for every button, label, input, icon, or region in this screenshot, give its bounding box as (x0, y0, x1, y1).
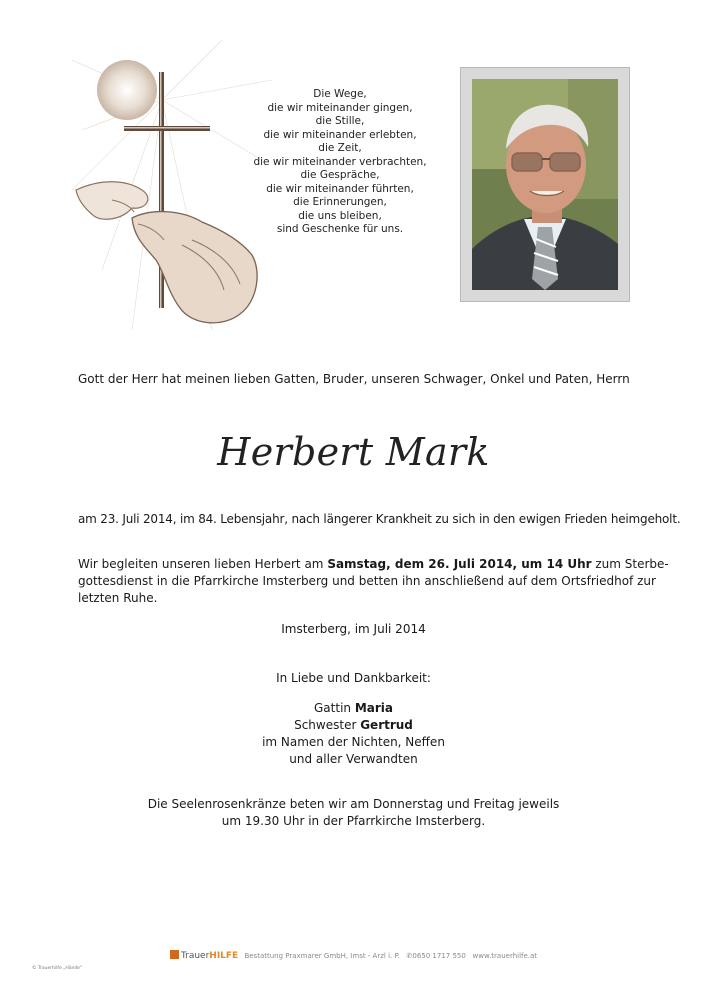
death-notice: am 23. Juli 2014, im 84. Lebensjahr, nach längerer Krankheit zu sich in den ewigen Frieden heimgeholt. (78, 512, 681, 526)
footer (0, 950, 707, 961)
mourner-line: im Namen der Nichten, Neffen (262, 735, 445, 749)
poem-line: die Gespräche, (300, 169, 380, 181)
funeral-text: zum Sterbe- (591, 557, 669, 571)
gratitude-line: In Liebe und Dankbarkeit: (276, 671, 431, 685)
intro-text: Gott der Herr hat meinen lieben Gatten, Bruder, unseren Schwager, Onkel und Paten, Herrn (78, 372, 630, 386)
company-name: Bestattung Praxmarer GmbH, Imst - Arzl i. P. (244, 952, 400, 960)
rosary-notice (0, 796, 707, 830)
poem-line: die Stille, (315, 115, 365, 127)
funeral-paragraph (78, 556, 669, 607)
brand-name-accent: HILFE (209, 951, 239, 961)
poem-line: die wir miteinander führten, (266, 182, 414, 195)
mourner-name: Gertrud (360, 718, 413, 732)
rosary-line: um 19.30 Uhr in der Pfarrkirche Imsterberg. (221, 814, 486, 828)
brand-name: Trauer (180, 951, 210, 961)
brand-logo-icon (170, 950, 179, 959)
portrait-frame (460, 67, 630, 302)
phone-icon: ✆ (406, 952, 413, 960)
mourners-list (0, 700, 707, 768)
phone-number: 0650 1717 550 (412, 952, 466, 960)
funeral-text: Wir begleiten unseren lieben Herbert am (78, 557, 328, 571)
funeral-date: Samstag, dem 26. Juli 2014, um 14 Uhr (327, 557, 592, 571)
poem-line: Die Wege, (313, 88, 367, 100)
deceased-name: Herbert Mark (217, 430, 490, 474)
website-link[interactable]: www.trauerhilfe.at (472, 952, 538, 960)
poem (240, 88, 440, 237)
place-date: Imsterberg, im Juli 2014 (281, 622, 426, 636)
poem-line: die uns bleiben, (298, 209, 382, 222)
poem-line: die Zeit, (318, 142, 362, 154)
mourner-line: und aller Verwandten (289, 752, 418, 766)
funeral-text: letzten Ruhe. (78, 591, 158, 605)
mourner-name: Maria (354, 701, 393, 715)
poem-line: die wir miteinander verbrachten, (253, 155, 427, 168)
poem-line: die Erinnerungen, (293, 196, 387, 208)
poem-line: die wir miteinander gingen, (267, 101, 413, 114)
mourner-role: Schwester (294, 718, 361, 732)
copyright-note: © Trauerhilfe „Hände“ (32, 966, 83, 971)
poem-line: die wir miteinander erlebten, (263, 128, 417, 141)
mourner-role: Gattin (314, 701, 355, 715)
sun-shape (97, 60, 157, 120)
rosary-line: Die Seelenrosenkränze beten wir am Donnerstag und Freitag jeweils (147, 797, 560, 811)
portrait-photo (472, 79, 618, 290)
poem-line: sind Geschenke für uns. (276, 223, 404, 235)
funeral-text: gottesdienst in die Pfarrkirche Imsterberg und betten ihn anschließend auf dem Ortsfriedhof zur (78, 574, 656, 588)
